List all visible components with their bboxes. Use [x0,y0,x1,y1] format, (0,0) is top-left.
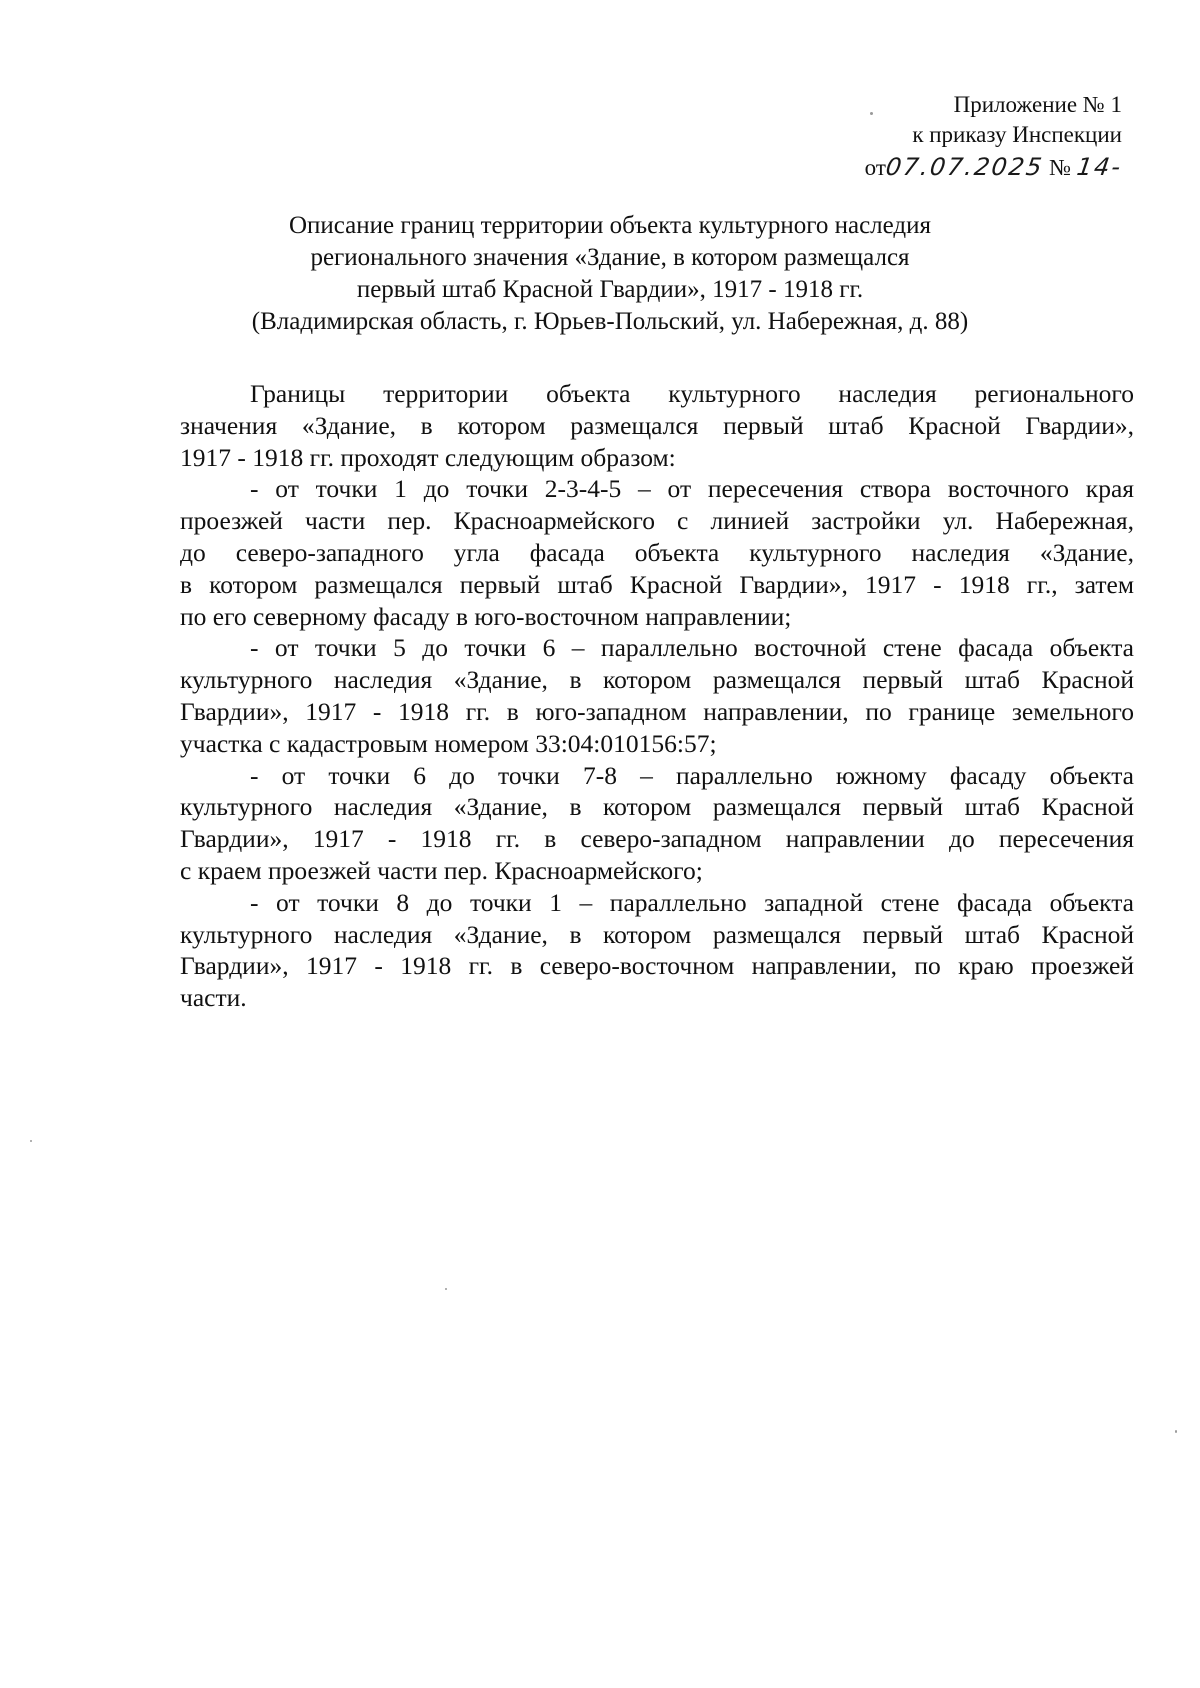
text-line: участка с кадастровым номером 33:04:010156:57; [180,728,717,758]
title-line: первый штаб Красной Гвардии», 1917 - 1918 гг. [356,276,864,303]
text-line: культурного наследия «Здание, в котором размещался первый штаб Красной [180,665,1134,695]
text-line: проезжей части пер. Красноармейского с линией застройки ул. Набережная, [180,506,1134,536]
document-body [180,378,1134,1014]
text-line: 1917 - 1918 гг. проходят следующим образом: [180,442,676,472]
appendix-header [865,90,1122,183]
scan-speck [1175,1430,1177,1433]
order-number-label: № [1049,155,1072,180]
text-line: Гвардии», 1917 - 1918 гг. в юго-западном направлении, по границе земельного [180,696,1134,726]
paragraph-intro [180,378,1134,473]
paragraph-segment-8-1 [180,887,1134,1014]
title-line: регионального значения «Здание, в котором размещался [310,244,910,271]
scan-speck [870,112,873,115]
paragraph-segment-6-8 [180,760,1134,887]
text-line: - от точки 5 до точки 6 – параллельно восточной стене фасада объекта [250,633,1134,663]
text-line: - от точки 1 до точки 2-3-4-5 – от пересечения створа восточного края [250,474,1134,504]
text-line: Границы территории объекта культурного наследия регионального [250,379,1134,408]
order-prefix: от [864,155,886,180]
text-line: с краем проезжей части пер. Красноармейского; [180,855,703,885]
text-line: до северо-западного угла фасада объекта культурного наследия «Здание, [180,537,1134,567]
appendix-number: Приложение № 1 [953,92,1122,117]
title-address-line: (Владимирская область, г. Юрьев-Польский, ул. Набережная, д. 88) [251,308,969,335]
scan-speck [445,1288,447,1290]
text-line: - от точки 6 до точки 7-8 – параллельно южному фасаду объекта [250,760,1134,790]
handwritten-order-number: 14- [1074,153,1124,181]
text-line: значения «Здание, в котором размещался первый штаб Красной Гвардии», [180,410,1134,440]
text-line: культурного наследия «Здание, в котором размещался первый штаб Красной [180,792,1134,822]
text-line: культурного наследия «Здание, в котором размещался первый штаб Красной [180,919,1134,949]
text-line: Гвардии», 1917 - 1918 гг. в северо-восточном направлении, по краю проезжей [180,951,1134,981]
scan-speck [30,1140,32,1142]
paragraph-segment-1-5 [180,473,1134,632]
text-line: Гвардии», 1917 - 1918 гг. в северо-западном направлении до пересечения [180,824,1134,854]
order-date-number [865,152,1122,183]
title-line: Описание границ территории объекта культурного наследия [288,212,932,239]
text-line: в котором размещался первый штаб Красной Гвардии», 1917 - 1918 гг., затем [180,569,1134,599]
paragraph-segment-5-6 [180,632,1134,759]
document-title [160,210,1060,338]
handwritten-order-date: 07.07.2025 [883,153,1046,181]
appendix-reference: к приказу Инспекции [912,122,1122,147]
text-line: по его северному фасаду в юго-восточном направлении; [180,601,792,631]
text-line: части. [180,983,247,1013]
text-line: - от точки 8 до точки 1 – параллельно западной стене фасада объекта [250,887,1134,917]
